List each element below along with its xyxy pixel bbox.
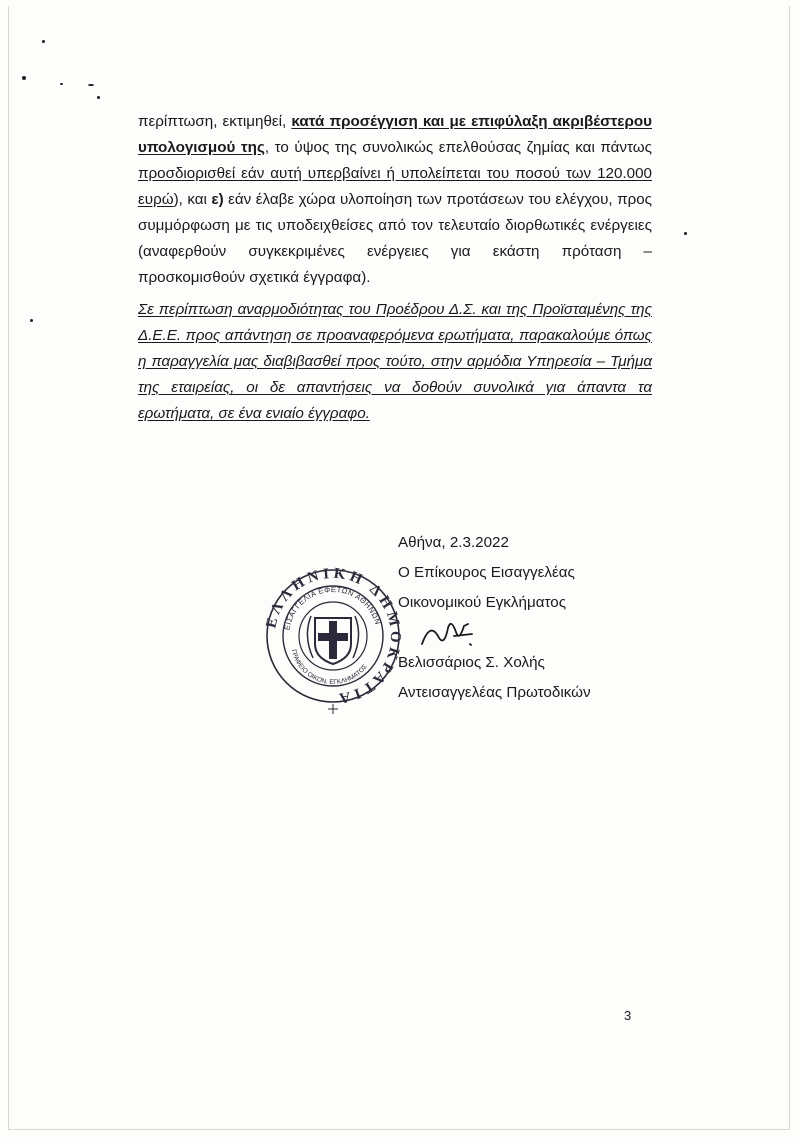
page-number: 3 — [624, 1008, 632, 1023]
seal-outer-text: ΕΛΛΗΝΙΚΗ ΔΗΜΟΚΡΑΤΙΑ — [263, 566, 403, 707]
para1-text-a: περίπτωση, εκτιμηθεί, — [138, 113, 292, 130]
handwritten-signature — [418, 614, 478, 659]
para1-text-c: ), και — [173, 191, 212, 208]
para1-text-d: εάν έλαβε χώρα υλοποίηση των προτάσεων του ελέγχου, προς συμμόρφωση με τις υποδειχθείσες από τον τελευταίο διορθωτικές ενέργειες (αναφερθούν συγκεκριμένες ενέργειες για εκάστη πρόταση – προσκομισθούν σχετικά έγγραφα). — [138, 191, 652, 286]
body-paragraph-1 — [138, 109, 652, 291]
body-paragraph-2: Σε περίπτωση αναρμοδιότητας του Προέδρου Δ.Σ. και της Προϊσταμένης της Δ.Ε.Ε. προς απάντηση σε προαναφερόμενα ερωτήματα, παρακαλούμε όπως η παραγγελία μας διαβιβασθεί προς τούτο, στην αρμόδια Υπηρεσία – Τμήμα της εταιρείας, οι δε απαντήσεις να δοθούν συνολικά για άπαντα τα ερωτήματα, σε ένα ενιαίο έγγραφο. — [138, 301, 652, 422]
para1-bold-underlined: κατά προσέγγιση και με επιφύλαξη ακριβέστερου υπολογισμού της — [138, 113, 652, 156]
signatory-role-line1: Ο Επίκουρος Εισαγγελέας — [398, 564, 575, 581]
signatory-name: Βελισσάριος Σ. Χολής — [398, 654, 545, 671]
seal-bottom-text: ΓΡΑΦΕΙΟ ΟΙΚΟΝ. ΕΓΚΛΗΜΑΤΟΣ — [289, 648, 369, 687]
para1-text-b: , το ύψος της συνολικώς επελθούσας ζημίας και πάντως — [264, 139, 652, 156]
place-date: Αθήνα, 2.3.2022 — [398, 534, 509, 551]
scan-speck — [88, 84, 94, 86]
para1-item-marker: ε) — [211, 191, 224, 208]
para1-underlined: προσδιορισθεί εάν αυτή υπερβαίνει ή υπολείπεται του ποσού των 120.000 ευρώ — [138, 165, 652, 208]
scan-speck — [684, 232, 687, 235]
scan-speck — [97, 96, 100, 99]
official-seal — [263, 566, 403, 721]
scan-speck — [30, 319, 33, 322]
scan-speck — [22, 76, 26, 80]
seal-inner-text: ΕΙΣΑΓΓΕΛΙΑ ΕΦΕΤΩΝ ΑΘΗΝΩΝ — [282, 584, 383, 631]
coat-of-arms-icon — [307, 616, 358, 664]
scan-speck — [60, 83, 63, 85]
signatory-title: Αντεισαγγελέας Πρωτοδικών — [398, 684, 591, 701]
scan-speck — [42, 40, 45, 43]
signatory-role-line2: Οικονομικού Εγκλήματος — [398, 594, 567, 611]
